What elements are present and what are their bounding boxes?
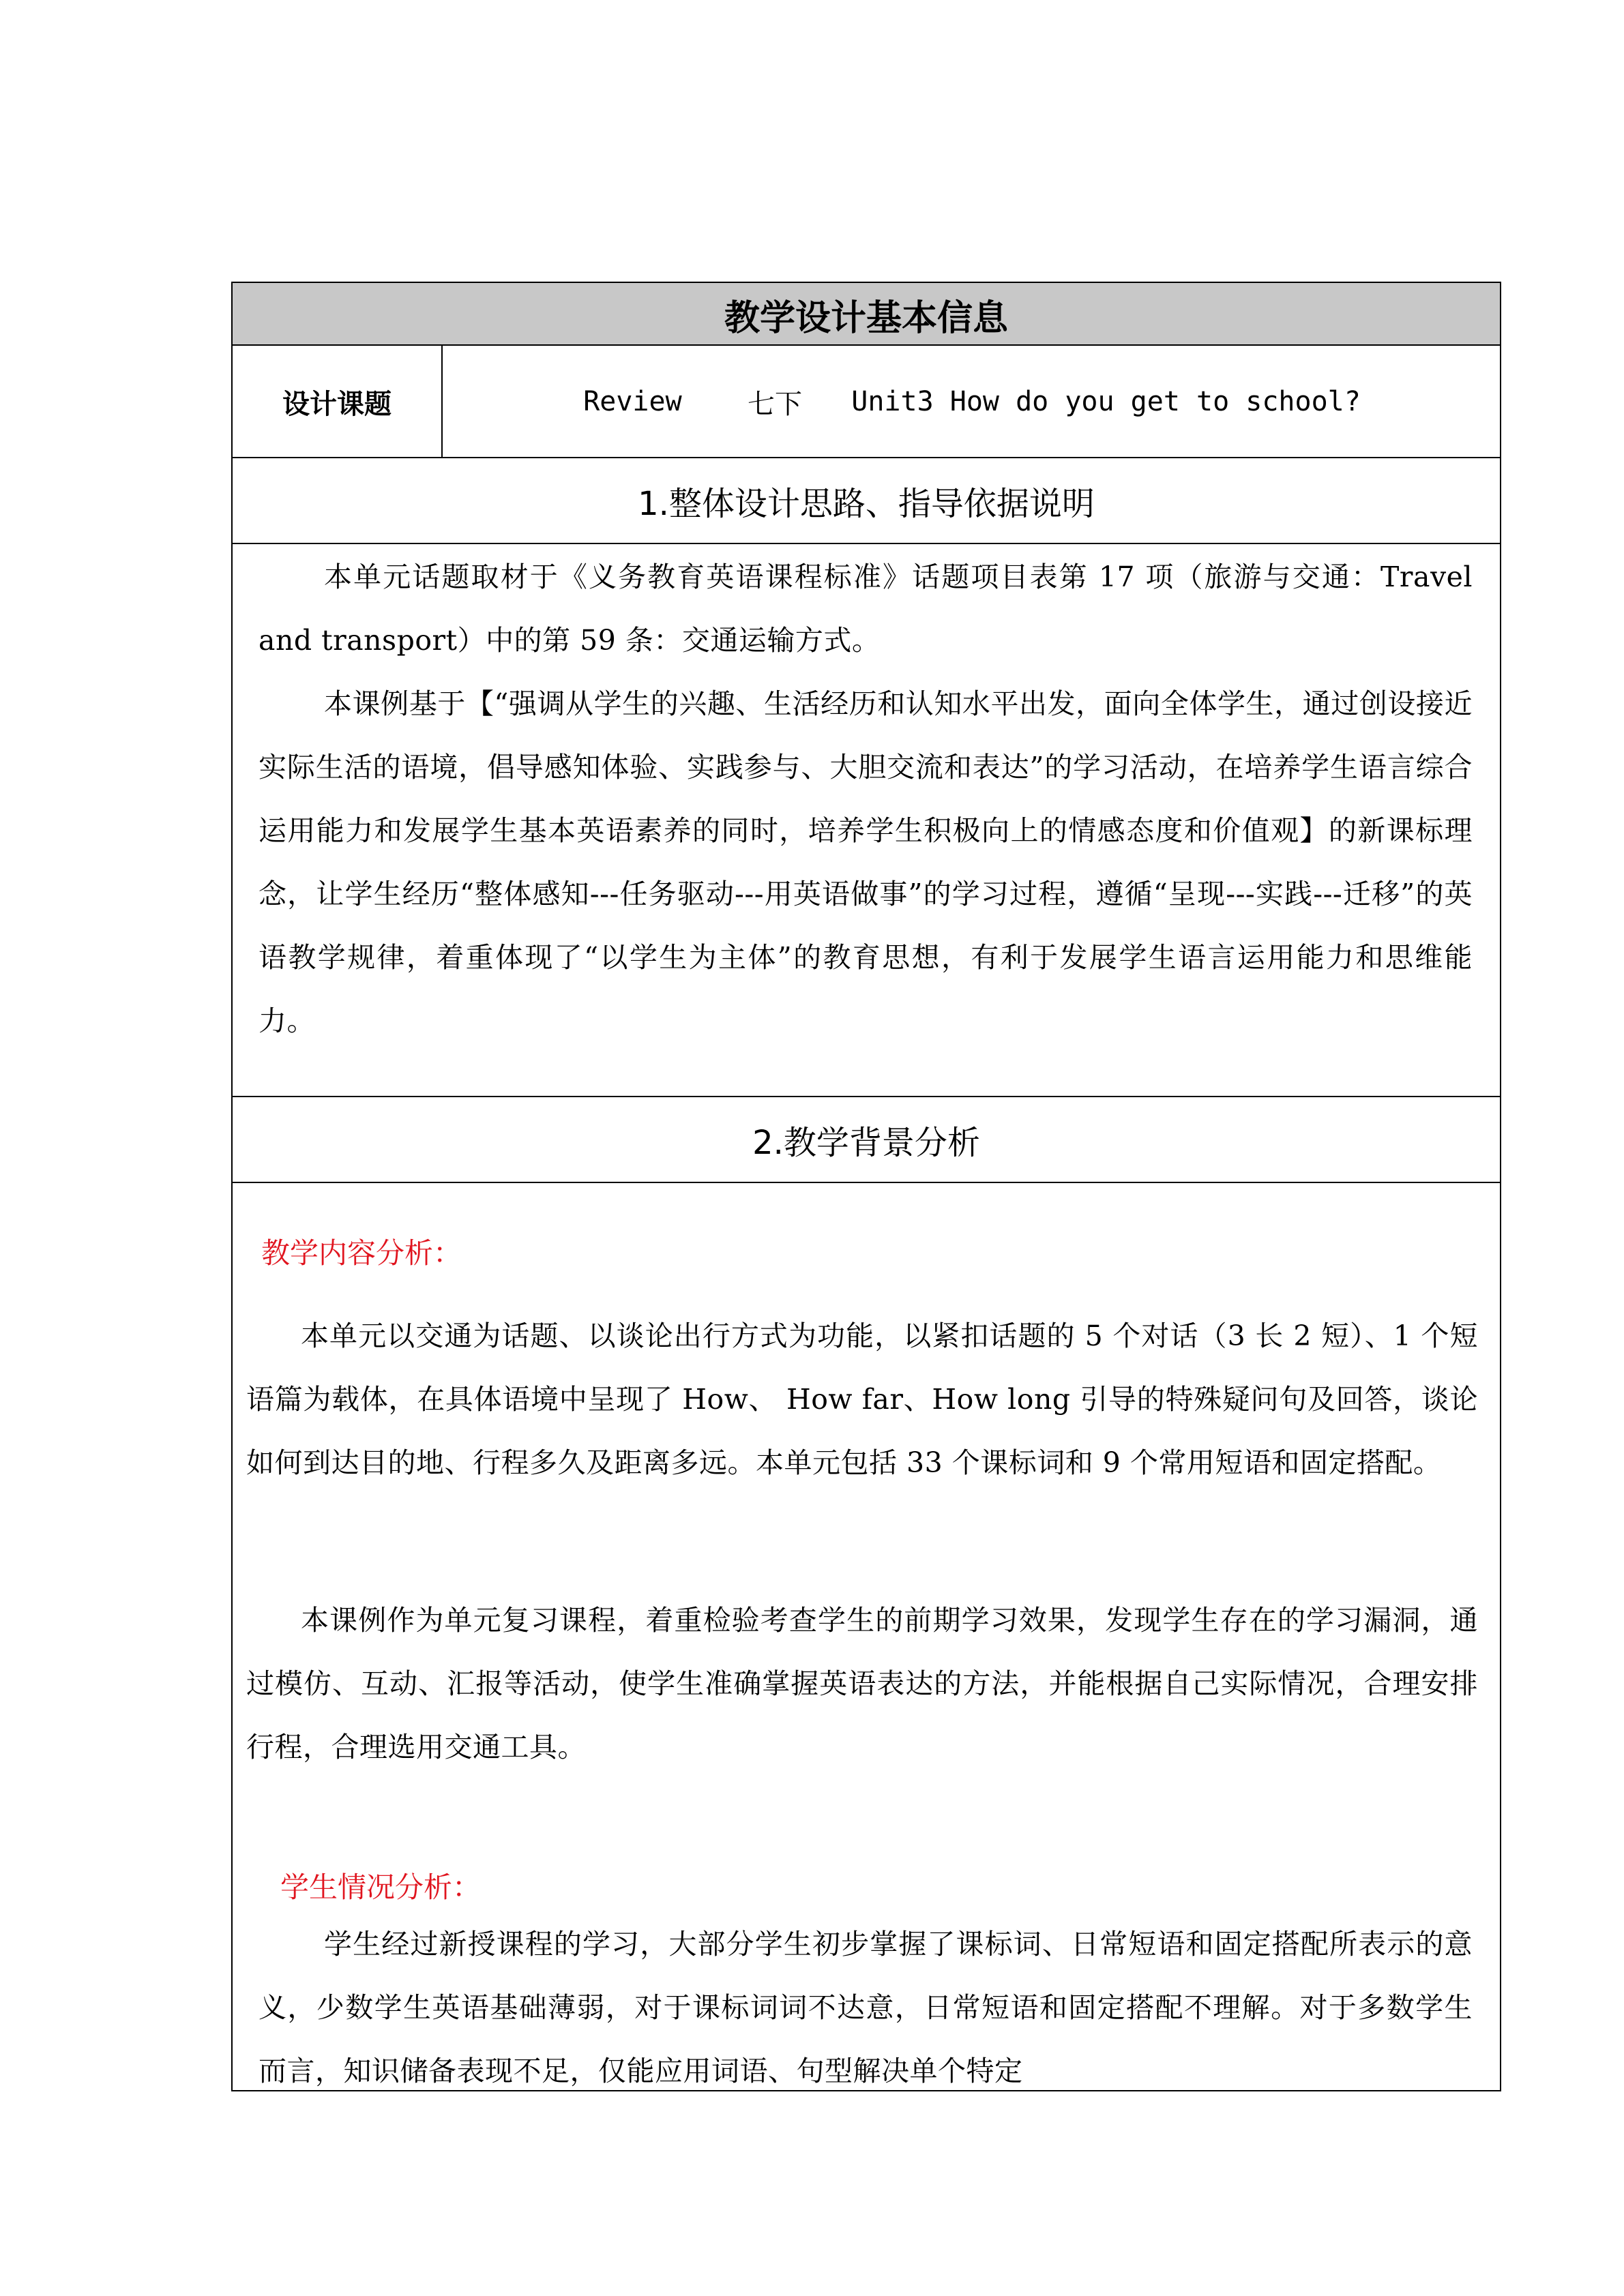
content-analysis-heading: 教学内容分析： — [261, 1236, 462, 1270]
content-paragraph: 本课例作为单元复习课程，着重检验考查学生的前期学习效果，发现学生存在的学习漏洞，通过模仿、互动、汇报等活动，使学生准确掌握英语表达的方法，并能根据自己实际情况，合理安排行程，合理选用交通工具。 — [246, 1604, 1478, 1763]
topic-unit: Unit3 How do you get to school? — [851, 386, 1361, 417]
student-paragraph: 学生经过新授课程的学习，大部分学生初步掌握了课标词、日常短语和固定搭配所表示的意义，少数学生英语基础薄弱，对于课标词词不达意，日常短语和固定搭配不理解。对于多数学生而言，知识储备表现不足，仅能应用词语、句型解决单个特定 — [259, 1928, 1473, 2087]
topic-grade: 七下 — [748, 388, 803, 420]
lesson-design-table — [231, 282, 1501, 2091]
content-paragraph: 本单元以交通为话题、以谈论出行方式为功能，以紧扣话题的 5 个对话（3 长 2 短）、1 个短语篇为载体，在具体语境中呈现了 How、 How far、How long 引导的特殊疑问句及回答，谈论如何到达目的地、行程多久及距离多远。本单元包括 33 个课标词和 9 个常用短语和固定搭配。 — [246, 1320, 1478, 1479]
section1-paragraph: 本单元话题取材于《义务教育英语课程标准》话题项目表第 17 项（旅游与交通：Travel and transport）中的第 59 条：交通运输方式。 — [259, 561, 1473, 657]
section1-paragraph: 本课例基于【“强调从学生的兴趣、生活经历和认知水平出发，面向全体学生，通过创设接近实际生活的语境，倡导感知体验、实践参与、大胆交流和表达”的学习活动，在培养学生语言综合运用能力和发展学生基本英语素养的同时，培养学生积极向上的情感态度和价值观】的新课标理念，让学生经历“整体感知---任务驱动---用英语做事”的学习过程，遵循“呈现---实践---迁移”的英语教学规律，着重体现了“以学生为主体”的教育思想，有利于发展学生语言运用能力和思维能力。 — [259, 687, 1473, 1037]
section2-title: 2.教学背景分析 — [752, 1123, 980, 1162]
topic-value — [443, 346, 1501, 458]
table-header: 教学设计基本信息 — [233, 283, 1500, 346]
section1-title: 1.整体设计思路、指导依据说明 — [638, 484, 1095, 523]
student-analysis-heading: 学生情况分析： — [280, 1870, 482, 1904]
topic-label: 设计课题 — [282, 388, 392, 420]
topic-review: Review — [583, 386, 682, 417]
row-divider — [233, 543, 1500, 544]
row-divider — [233, 1182, 1500, 1183]
